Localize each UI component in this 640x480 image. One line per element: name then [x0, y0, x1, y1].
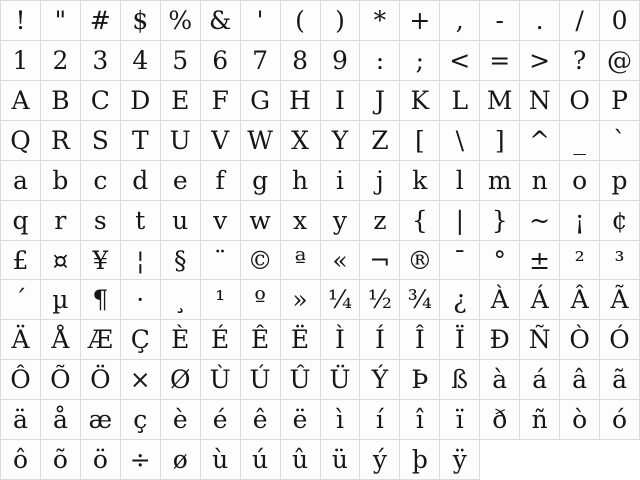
char-cell[interactable]: 6	[201, 41, 241, 81]
char-cell[interactable]: ®	[400, 241, 440, 281]
char-cell[interactable]: Ð	[480, 320, 520, 360]
char-cell[interactable]: æ	[81, 400, 121, 440]
char-cell[interactable]: ¬	[360, 241, 400, 281]
char-cell[interactable]: "	[41, 1, 81, 41]
char-cell[interactable]: N	[520, 81, 560, 121]
char-cell[interactable]: ¦	[121, 241, 161, 281]
char-cell[interactable]: x	[281, 201, 321, 241]
char-cell[interactable]: ÷	[121, 440, 161, 480]
char-cell[interactable]: (	[281, 1, 321, 41]
char-cell[interactable]: v	[201, 201, 241, 241]
char-cell[interactable]: L	[440, 81, 480, 121]
char-cell[interactable]: ÿ	[440, 440, 480, 480]
char-cell[interactable]: @	[600, 41, 640, 81]
char-cell[interactable]: ©	[241, 241, 281, 281]
char-cell[interactable]: <	[440, 41, 480, 81]
char-cell[interactable]: á	[520, 360, 560, 400]
char-cell[interactable]: b	[41, 161, 81, 201]
char-cell[interactable]: 7	[241, 41, 281, 81]
char-cell[interactable]: \	[440, 121, 480, 161]
char-cell[interactable]: S	[81, 121, 121, 161]
char-cell[interactable]: m	[480, 161, 520, 201]
char-cell[interactable]: F	[201, 81, 241, 121]
char-cell[interactable]: Ñ	[520, 320, 560, 360]
char-cell[interactable]: R	[41, 121, 81, 161]
char-cell[interactable]: q	[1, 201, 41, 241]
char-cell[interactable]: #	[81, 1, 121, 41]
empty-cell	[520, 440, 560, 480]
char-cell[interactable]: ·	[121, 280, 161, 320]
char-cell[interactable]: ;	[400, 41, 440, 81]
char-cell[interactable]: 9	[321, 41, 361, 81]
char-cell[interactable]: o	[560, 161, 600, 201]
char-cell[interactable]: 5	[161, 41, 201, 81]
char-cell[interactable]: ç	[121, 400, 161, 440]
char-cell[interactable]: ï	[440, 400, 480, 440]
char-cell[interactable]: H	[281, 81, 321, 121]
char-cell[interactable]: ¢	[600, 201, 640, 241]
char-cell[interactable]: Ì	[321, 320, 361, 360]
char-cell[interactable]: ×	[121, 360, 161, 400]
char-cell[interactable]: s	[81, 201, 121, 241]
char-cell[interactable]: +	[400, 1, 440, 41]
char-cell[interactable]: Ý	[360, 360, 400, 400]
char-cell[interactable]: ¾	[400, 280, 440, 320]
char-cell[interactable]: M	[480, 81, 520, 121]
char-cell[interactable]: Ù	[201, 360, 241, 400]
char-cell[interactable]: B	[41, 81, 81, 121]
char-cell[interactable]: T	[121, 121, 161, 161]
char-cell[interactable]: r	[41, 201, 81, 241]
char-cell[interactable]: °	[480, 241, 520, 281]
char-cell[interactable]: E	[161, 81, 201, 121]
char-cell[interactable]: §	[161, 241, 201, 281]
char-cell[interactable]: î	[400, 400, 440, 440]
char-cell[interactable]: '	[241, 1, 281, 41]
char-cell[interactable]: ¤	[41, 241, 81, 281]
char-cell[interactable]: /	[560, 1, 600, 41]
char-cell[interactable]: «	[321, 241, 361, 281]
char-cell[interactable]: ß	[440, 360, 480, 400]
char-cell[interactable]: k	[400, 161, 440, 201]
char-cell[interactable]: º	[241, 280, 281, 320]
char-cell[interactable]: 0	[600, 1, 640, 41]
char-cell[interactable]: U	[161, 121, 201, 161]
char-cell[interactable]: Ä	[1, 320, 41, 360]
char-cell[interactable]: À	[480, 280, 520, 320]
char-cell[interactable]: ¼	[321, 280, 361, 320]
char-cell[interactable]: i	[321, 161, 361, 201]
char-cell[interactable]: þ	[400, 440, 440, 480]
char-cell[interactable]: n	[520, 161, 560, 201]
char-cell[interactable]: »	[281, 280, 321, 320]
char-cell[interactable]: V	[201, 121, 241, 161]
char-cell[interactable]: è	[161, 400, 201, 440]
char-cell[interactable]: ¶	[81, 280, 121, 320]
char-cell[interactable]: ô	[1, 440, 41, 480]
char-cell[interactable]: Ó	[600, 320, 640, 360]
char-cell[interactable]: W	[241, 121, 281, 161]
char-cell[interactable]: ò	[560, 400, 600, 440]
char-cell[interactable]: ~	[520, 201, 560, 241]
char-cell[interactable]: ¥	[81, 241, 121, 281]
char-cell[interactable]: é	[201, 400, 241, 440]
char-cell[interactable]: `	[600, 121, 640, 161]
char-cell[interactable]: I	[321, 81, 361, 121]
char-cell[interactable]: Í	[360, 320, 400, 360]
char-cell[interactable]: )	[321, 1, 361, 41]
char-cell[interactable]: ?	[560, 41, 600, 81]
char-cell[interactable]: e	[161, 161, 201, 201]
char-cell[interactable]: ¯	[440, 241, 480, 281]
empty-cell	[480, 440, 520, 480]
char-cell[interactable]: Ê	[241, 320, 281, 360]
char-cell[interactable]: ü	[321, 440, 361, 480]
char-cell[interactable]: -	[480, 1, 520, 41]
char-cell[interactable]: 4	[121, 41, 161, 81]
char-cell[interactable]: y	[321, 201, 361, 241]
char-cell[interactable]: ±	[520, 241, 560, 281]
char-cell[interactable]: É	[201, 320, 241, 360]
char-cell[interactable]: !	[1, 1, 41, 41]
char-cell[interactable]: a	[1, 161, 41, 201]
char-cell[interactable]: Y	[321, 121, 361, 161]
char-cell[interactable]: O	[560, 81, 600, 121]
char-cell[interactable]: Â	[560, 280, 600, 320]
char-cell[interactable]: z	[360, 201, 400, 241]
char-cell[interactable]: ä	[1, 400, 41, 440]
char-cell[interactable]: ¿	[440, 280, 480, 320]
char-cell[interactable]: à	[480, 360, 520, 400]
char-cell[interactable]: å	[41, 400, 81, 440]
char-cell[interactable]: ³	[600, 241, 640, 281]
char-cell[interactable]: P	[600, 81, 640, 121]
char-cell[interactable]: ê	[241, 400, 281, 440]
char-cell[interactable]: ½	[360, 280, 400, 320]
char-cell[interactable]: f	[201, 161, 241, 201]
char-cell[interactable]: $	[121, 1, 161, 41]
char-cell[interactable]: c	[81, 161, 121, 201]
char-cell[interactable]: ¸	[161, 280, 201, 320]
char-cell[interactable]: ú	[241, 440, 281, 480]
empty-cell	[600, 440, 640, 480]
char-cell[interactable]: Å	[41, 320, 81, 360]
char-cell[interactable]: =	[480, 41, 520, 81]
char-cell[interactable]: K	[400, 81, 440, 121]
char-cell[interactable]: Þ	[400, 360, 440, 400]
char-cell[interactable]: Ü	[321, 360, 361, 400]
char-cell[interactable]: Ï	[440, 320, 480, 360]
char-cell[interactable]: ,	[440, 1, 480, 41]
char-cell[interactable]: Ë	[281, 320, 321, 360]
char-cell[interactable]: Ã	[600, 280, 640, 320]
char-cell[interactable]: _	[560, 121, 600, 161]
char-cell[interactable]: â	[560, 360, 600, 400]
char-cell[interactable]: &	[201, 1, 241, 41]
char-cell[interactable]: ^	[520, 121, 560, 161]
char-cell[interactable]: ¨	[201, 241, 241, 281]
empty-cell	[560, 440, 600, 480]
char-cell[interactable]: X	[281, 121, 321, 161]
char-cell[interactable]: l	[440, 161, 480, 201]
char-cell[interactable]: *	[360, 1, 400, 41]
char-cell[interactable]: 8	[281, 41, 321, 81]
char-cell[interactable]: C	[81, 81, 121, 121]
char-cell[interactable]: Ò	[560, 320, 600, 360]
char-cell[interactable]: ð	[480, 400, 520, 440]
char-cell[interactable]: |	[440, 201, 480, 241]
char-cell[interactable]: Û	[281, 360, 321, 400]
char-cell[interactable]: .	[520, 1, 560, 41]
char-cell[interactable]: >	[520, 41, 560, 81]
char-cell[interactable]: w	[241, 201, 281, 241]
char-cell[interactable]: Ç	[121, 320, 161, 360]
char-cell[interactable]: ª	[281, 241, 321, 281]
char-cell[interactable]: Q	[1, 121, 41, 161]
char-cell[interactable]: Ô	[1, 360, 41, 400]
char-cell[interactable]: t	[121, 201, 161, 241]
char-cell[interactable]: ö	[81, 440, 121, 480]
char-cell[interactable]: ø	[161, 440, 201, 480]
char-cell[interactable]: í	[360, 400, 400, 440]
char-cell[interactable]: ´	[1, 280, 41, 320]
char-cell[interactable]: È	[161, 320, 201, 360]
char-cell[interactable]: :	[360, 41, 400, 81]
char-cell[interactable]: Ú	[241, 360, 281, 400]
char-cell[interactable]: 3	[81, 41, 121, 81]
char-cell[interactable]: µ	[41, 280, 81, 320]
char-cell[interactable]: Á	[520, 280, 560, 320]
char-cell[interactable]: G	[241, 81, 281, 121]
char-cell[interactable]: d	[121, 161, 161, 201]
char-cell[interactable]: ì	[321, 400, 361, 440]
char-cell[interactable]: Ø	[161, 360, 201, 400]
char-cell[interactable]: }	[480, 201, 520, 241]
char-cell[interactable]: %	[161, 1, 201, 41]
char-cell[interactable]: ù	[201, 440, 241, 480]
char-cell[interactable]: Î	[400, 320, 440, 360]
char-cell[interactable]: û	[281, 440, 321, 480]
char-cell[interactable]: Æ	[81, 320, 121, 360]
char-cell[interactable]: p	[600, 161, 640, 201]
char-cell[interactable]: g	[241, 161, 281, 201]
char-cell[interactable]: ý	[360, 440, 400, 480]
char-cell[interactable]: Z	[360, 121, 400, 161]
char-cell[interactable]: ¹	[201, 280, 241, 320]
char-cell[interactable]: Ö	[81, 360, 121, 400]
char-cell[interactable]: A	[1, 81, 41, 121]
char-cell[interactable]: ¡	[560, 201, 600, 241]
char-cell[interactable]: h	[281, 161, 321, 201]
char-cell[interactable]: ñ	[520, 400, 560, 440]
char-cell[interactable]: ²	[560, 241, 600, 281]
char-cell[interactable]: j	[360, 161, 400, 201]
char-cell[interactable]: ë	[281, 400, 321, 440]
char-cell[interactable]: ]	[480, 121, 520, 161]
char-cell[interactable]: ó	[600, 400, 640, 440]
char-cell[interactable]: J	[360, 81, 400, 121]
char-cell[interactable]: ã	[600, 360, 640, 400]
char-cell[interactable]: u	[161, 201, 201, 241]
char-cell[interactable]: Õ	[41, 360, 81, 400]
char-cell[interactable]: D	[121, 81, 161, 121]
char-cell[interactable]: £	[1, 241, 41, 281]
char-cell[interactable]: õ	[41, 440, 81, 480]
char-cell[interactable]: {	[400, 201, 440, 241]
char-cell[interactable]: [	[400, 121, 440, 161]
char-cell[interactable]: 1	[1, 41, 41, 81]
char-cell[interactable]: 2	[41, 41, 81, 81]
